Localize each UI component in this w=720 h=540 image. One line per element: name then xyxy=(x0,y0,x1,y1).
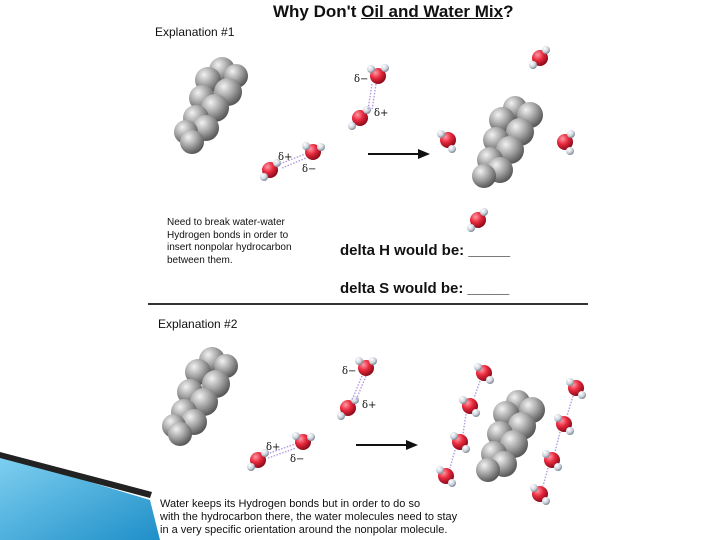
charge-label-minus: δ− xyxy=(342,366,357,377)
water-molecule xyxy=(450,432,470,453)
hydrocarbon-molecule-1 xyxy=(174,57,248,154)
water-molecule xyxy=(467,208,488,232)
water-molecule xyxy=(437,130,456,153)
water-molecule xyxy=(566,378,586,399)
water-molecule xyxy=(557,130,575,155)
water-molecule xyxy=(529,46,550,69)
charge-label-minus: δ− xyxy=(354,74,369,85)
delta-s-question: delta S would be: _____ xyxy=(340,280,510,297)
water-molecule xyxy=(474,363,494,384)
water-molecule xyxy=(542,450,562,471)
water-molecule xyxy=(554,414,574,435)
charge-label-plus: δ+ xyxy=(362,400,377,411)
explanation-2-label: Explanation #2 xyxy=(158,317,238,331)
water-molecule xyxy=(367,64,389,84)
hydrocarbon-molecule-4 xyxy=(476,390,545,482)
water-molecule xyxy=(302,142,325,160)
water-molecule xyxy=(355,357,377,376)
reaction-arrow-1 xyxy=(368,149,430,159)
delta-h-question: delta H would be: _____ xyxy=(340,242,511,259)
explanation-2-note: Water keeps its Hydrogen bonds but in order to do so with the hydrocarbon there, the water molecules need to stay in a very specific orientation around the nonpolar molecule. xyxy=(160,498,458,536)
page-title: Why Don't Oil and Water Mix? xyxy=(273,2,514,21)
explanation-1-note: Need to break water-water Hydrogen bonds in order to insert nonpolar hydrocarbon between them. xyxy=(167,217,292,266)
water-molecule xyxy=(348,106,371,130)
reaction-arrow-2 xyxy=(356,440,418,450)
charge-label-minus: δ− xyxy=(290,454,305,465)
charge-label-minus: δ− xyxy=(302,164,317,175)
explanation-1-label: Explanation #1 xyxy=(155,25,235,39)
water-molecule xyxy=(436,466,456,487)
water-molecule xyxy=(459,396,480,417)
water-molecule xyxy=(292,432,315,450)
charge-label-plus: δ+ xyxy=(278,152,293,163)
hydrocarbon-molecule-2 xyxy=(472,96,543,188)
water-molecule xyxy=(337,396,359,420)
hydrocarbon-molecule-3 xyxy=(162,347,238,446)
charge-label-plus: δ+ xyxy=(266,442,281,453)
water-molecule xyxy=(530,484,550,505)
charge-label-plus: δ+ xyxy=(374,108,389,119)
